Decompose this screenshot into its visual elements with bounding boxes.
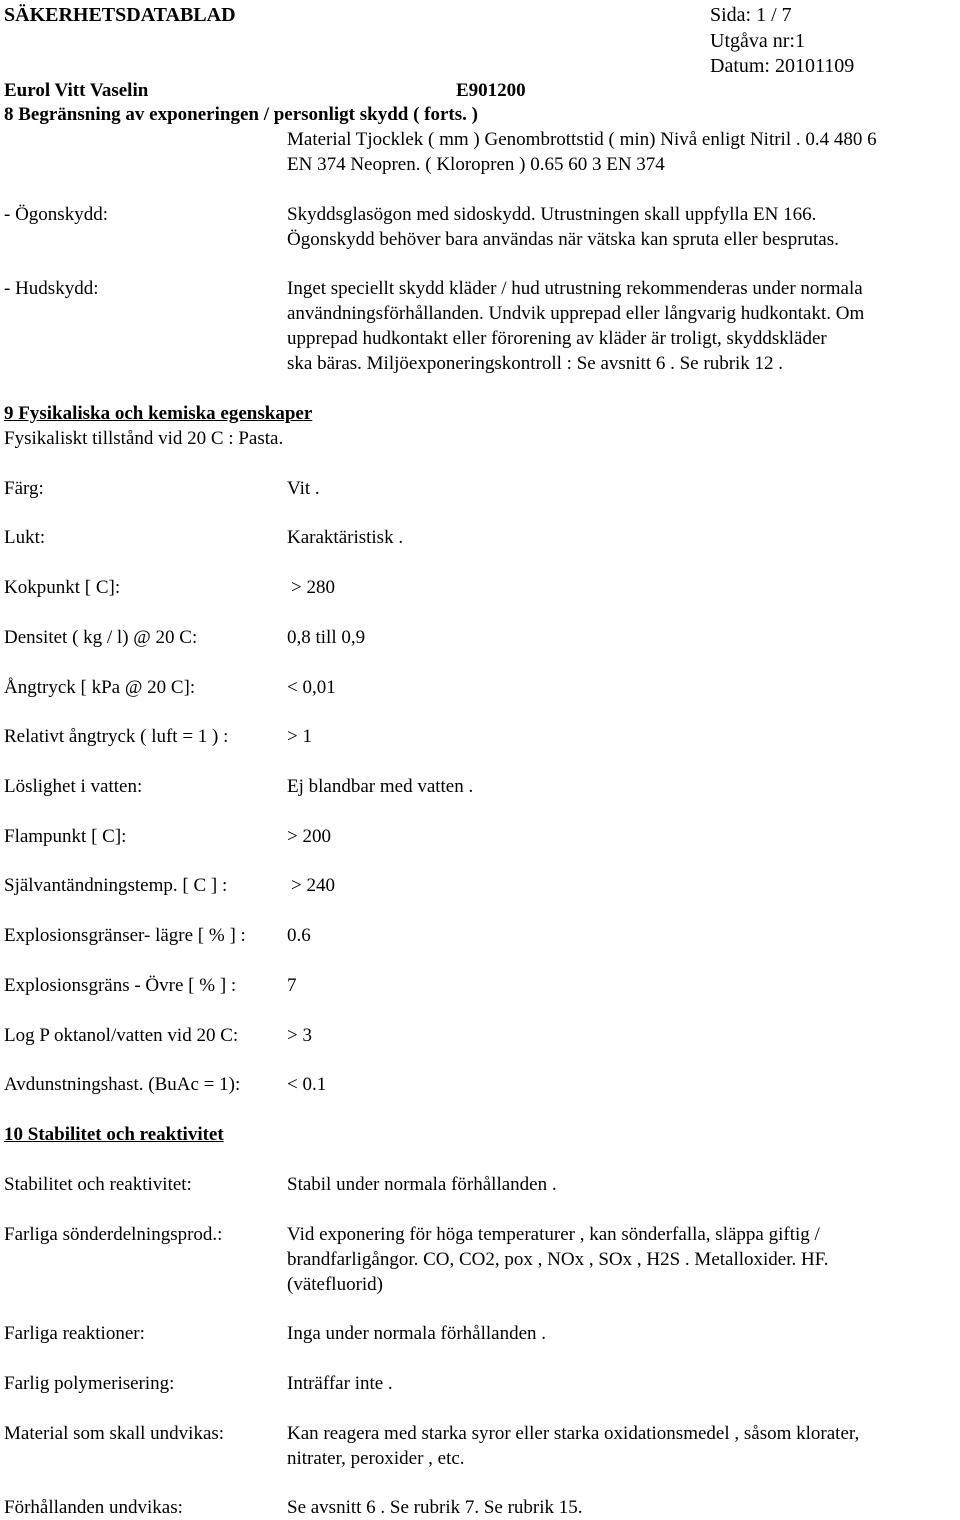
stability-label: Material som skall undvikas:: [4, 1423, 225, 1444]
property-label: Log P oktanol/vatten vid 20 C:: [4, 1025, 239, 1046]
property-value: > 280: [291, 577, 335, 598]
section-10-heading: 10 Stabilitet och reaktivitet: [4, 1124, 224, 1145]
property-value: Vit .: [287, 478, 320, 499]
skin-protection-text: upprepad hudkontakt eller förorening av kläder är troligt, skyddskläder: [287, 328, 827, 349]
property-label: Densitet ( kg / l) @ 20 C:: [4, 627, 198, 648]
property-value: Ej blandbar med vatten .: [287, 776, 474, 797]
skin-protection-text: ska bäras. Miljöexponeringskontroll : Se avsnitt 6 . Se rubrik 12 .: [287, 353, 784, 374]
eye-protection-label: - Ögonskydd:: [4, 204, 108, 225]
property-value: > 240: [291, 875, 335, 896]
product-code: E901200: [456, 80, 526, 101]
property-value: > 200: [287, 826, 331, 847]
property-value: < 0.1: [287, 1074, 327, 1095]
stability-value: nitrater, peroxider , etc.: [287, 1448, 465, 1469]
material-line: Material Tjocklek ( mm ) Genombrottstid ( min) Nivå enligt Nitril . 0.4 480 6: [287, 129, 877, 150]
stability-label: Förhållanden undvikas:: [4, 1497, 183, 1518]
skin-protection-label: - Hudskydd:: [4, 278, 99, 299]
stability-label: Farliga sönderdelningsprod.:: [4, 1224, 223, 1245]
document-date: Datum: 20101109: [710, 55, 855, 77]
material-line: EN 374 Neopren. ( Kloropren ) 0.65 60 3 EN 374: [287, 154, 665, 175]
property-label: Relativt ångtryck ( luft = 1 ) :: [4, 726, 229, 747]
stability-value: Inträffar inte .: [287, 1373, 393, 1394]
stability-value: brandfarligångor. CO, CO2, pox , NOx , SOx , H2S . Metalloxider. HF.: [287, 1249, 829, 1270]
stability-value: (vätefluorid): [287, 1274, 384, 1295]
stability-value: Se avsnitt 6 . Se rubrik 7. Se rubrik 15.: [287, 1497, 583, 1518]
page-number: Sida: 1 / 7: [710, 4, 792, 26]
section-9-heading: 9 Fysikaliska och kemiska egenskaper: [4, 403, 313, 424]
product-name: Eurol Vitt Vaselin: [4, 80, 149, 101]
section-8-heading: 8 Begränsning av exponeringen / personligt skydd ( forts. ): [4, 104, 478, 125]
skin-protection-text: Inget speciellt skydd kläder / hud utrustning rekommenderas under normala: [287, 278, 863, 299]
property-label: Självantändningstemp. [ C ] :: [4, 875, 228, 896]
stability-value: Stabil under normala förhållanden .: [287, 1174, 557, 1195]
eye-protection-text: Ögonskydd behöver bara användas när vätska kan spruta eller besprutas.: [287, 229, 839, 250]
property-label: Lukt:: [4, 527, 46, 548]
property-label: Flampunkt [ C]:: [4, 826, 127, 847]
stability-label: Stabilitet och reaktivitet:: [4, 1174, 192, 1195]
stability-label: Farliga reaktioner:: [4, 1323, 145, 1344]
property-value: < 0,01: [287, 677, 336, 698]
property-label: Kokpunkt [ C]:: [4, 577, 121, 598]
property-label: Explosionsgräns - Övre [ % ] :: [4, 975, 237, 996]
eye-protection-text: Skyddsglasögon med sidoskydd. Utrustningen skall uppfylla EN 166.: [287, 204, 817, 225]
property-label: Avdunstningshast. (BuAc = 1):: [4, 1074, 241, 1095]
property-label: Färg:: [4, 478, 44, 499]
version-number: Utgåva nr:1: [710, 30, 805, 52]
stability-value: Kan reagera med starka syror eller starka oxidationsmedel , såsom klorater,: [287, 1423, 860, 1444]
property-label: Explosionsgränser- lägre [ % ] :: [4, 925, 246, 946]
stability-value: Vid exponering för höga temperaturer , kan sönderfalla, släppa giftig /: [287, 1224, 820, 1245]
property-value: 7: [287, 975, 297, 996]
property-value: Karaktäristisk .: [287, 527, 404, 548]
skin-protection-text: användningsförhållanden. Undvik upprepad eller långvarig hudkontakt. Om: [287, 303, 865, 324]
document-title: SÄKERHETSDATABLAD: [4, 4, 236, 26]
stability-value: Inga under normala förhållanden .: [287, 1323, 547, 1344]
property-label: Löslighet i vatten:: [4, 776, 143, 797]
physical-state: Fysikaliskt tillstånd vid 20 C : Pasta.: [4, 428, 284, 449]
property-value: > 3: [287, 1025, 312, 1046]
property-value: 0,8 till 0,9: [287, 627, 366, 648]
property-value: 0.6: [287, 925, 311, 946]
property-value: > 1: [287, 726, 312, 747]
property-label: Ångtryck [ kPa @ 20 C]:: [4, 677, 196, 698]
stability-label: Farlig polymerisering:: [4, 1373, 175, 1394]
